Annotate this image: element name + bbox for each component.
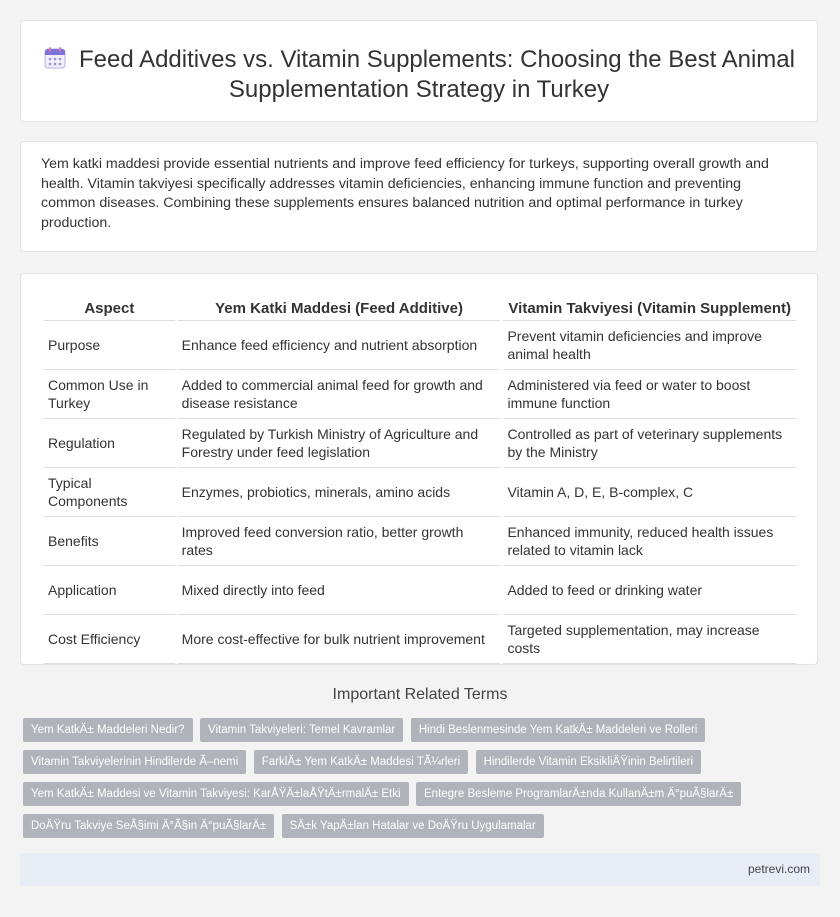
footer [20,853,820,886]
header-feed-additive: Yem Katki Maddesi (Feed Additive) [178,296,501,321]
table-cell: Targeted supplementation, may increase costs [503,615,796,664]
calendar-icon [43,46,67,70]
table-cell: Application [44,566,175,615]
table-cell: Improved feed conversion ratio, better growth rates [178,517,501,566]
table-row [44,615,796,664]
intro-card [20,141,818,252]
table-cell: Regulated by Turkish Ministry of Agriculture and Forestry under feed legislation [178,419,501,468]
related-term-tag[interactable]: Hindi Beslenmesinde Yem KatkÄ± Maddeleri ve Rolleri [411,718,706,742]
related-terms-title: Important Related Terms [332,686,508,703]
comparison-table [41,296,799,664]
table-cell: Added to commercial animal feed for growth and disease resistance [178,370,501,419]
table-cell: Common Use in Turkey [44,370,175,419]
table-cell: Administered via feed or water to boost immune function [503,370,796,419]
table-cell: Mixed directly into feed [178,566,501,615]
related-term-tag[interactable]: Hindilerde Vitamin EksikliÄŸinin Belirtileri [476,750,701,774]
table-row [44,419,796,468]
footer-site-link[interactable]: petrevi.com [747,862,810,876]
table-header-row [44,296,796,321]
header-card [20,20,818,122]
table-cell: More cost-effective for bulk nutrient improvement [178,615,501,664]
table-cell: Purpose [44,321,175,370]
page-title: Feed Additives vs. Vitamin Supplements: Choosing the Best Animal Supplementation Strategy in Turkey [79,46,795,103]
related-term-tag[interactable]: Yem KatkÄ± Maddesi ve Vitamin Takviyesi: KarÅŸÄ±laÅŸtÄ±rmalÄ± Etki [23,782,409,806]
related-term-tag[interactable]: Vitamin Takviyeleri: Temel Kavramlar [200,718,403,742]
table-row [44,321,796,370]
table-cell: Prevent vitamin deficiencies and improve animal health [503,321,796,370]
related-term-tag[interactable]: FarklÄ± Yem KatkÄ± Maddesi TÃ¼rleri [254,750,468,774]
table-cell: Controlled as part of veterinary supplements by the Ministry [503,419,796,468]
intro-text: Yem katki maddesi provide essential nutrients and improve feed efficiency for turkeys, supporting overall growth and health. Vitamin takviyesi specifically addresses vitamin deficiencies, enhancing immune function and preventing common diseases. Combining these supplements ensures balanced nutrition and optimal performance in turkey production. [41,156,769,231]
related-term-tag[interactable]: SÄ±k YapÄ±lan Hatalar ve DoÄŸru Uygulamalar [282,814,544,838]
table-cell: Benefits [44,517,175,566]
table-row [44,566,796,615]
related-term-tag[interactable]: Vitamin Takviyelerinin Hindilerde Ã–nemi [23,750,246,774]
table-cell: Enhanced immunity, reduced health issues related to vitamin lack [503,517,796,566]
table-cell: Regulation [44,419,175,468]
table-cell: Enzymes, probiotics, minerals, amino acids [178,468,501,517]
table-row [44,517,796,566]
header-aspect: Aspect [44,296,175,321]
table-cell: Enhance feed efficiency and nutrient absorption [178,321,501,370]
table-cell: Cost Efficiency [44,615,175,664]
table-cell: Vitamin A, D, E, B-complex, C [503,468,796,517]
comparison-card [20,273,818,665]
header-vitamin-supplement: Vitamin Takviyesi (Vitamin Supplement) [503,296,796,321]
table-row [44,468,796,517]
table-cell: Typical Components [44,468,175,517]
table-cell: Added to feed or drinking water [503,566,796,615]
page-title-wrap [21,45,817,105]
related-term-tag[interactable]: DoÄŸru Takviye SeÃ§imi Ä°Ã§in Ä°puÃ§larÄ± [23,814,274,838]
related-term-tag[interactable]: Yem KatkÄ± Maddeleri Nedir? [23,718,193,742]
related-terms-list [23,718,803,846]
related-term-tag[interactable]: Entegre Besleme ProgramlarÄ±nda KullanÄ±m Ä°puÃ§larÄ± [416,782,741,806]
table-row [44,370,796,419]
